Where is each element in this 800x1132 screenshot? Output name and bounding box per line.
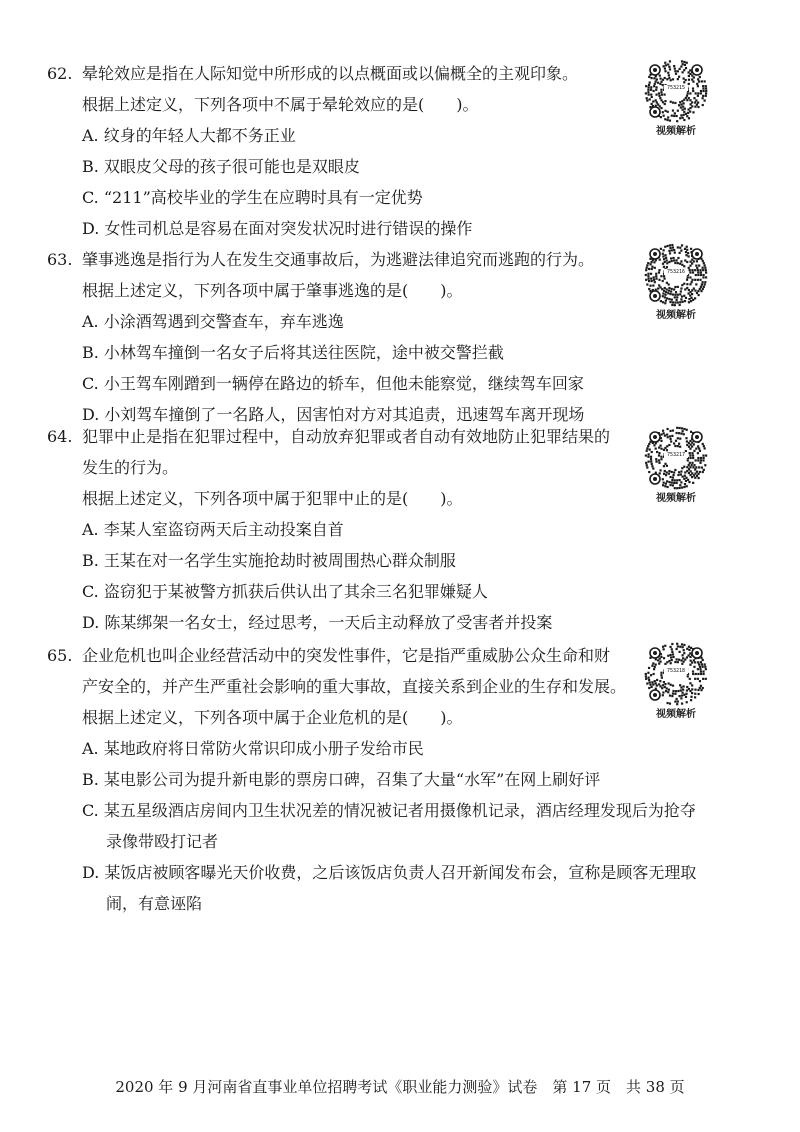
qr-caption: 视频解析	[656, 126, 696, 137]
qr-caption: 视频解析	[656, 493, 696, 504]
question-prompt: 根据上述定义，下列各项中属于肇事逃逸的是( )。	[82, 281, 463, 300]
option-c: C. 盗窃犯于某被警方抓获后供认出了其余三名犯罪嫌疑人	[82, 582, 488, 601]
option-a: A. 纹身的年轻人大都不务正业	[82, 126, 296, 145]
qr-code-icon	[637, 240, 715, 310]
question-prompt: 根据上述定义，下列各项中属于企业危机的是( )。	[82, 708, 463, 727]
page-footer: 2020 年 9 月河南省直事业单位招聘考试《职业能力测验》试卷 第 17 页 共 38 页	[115, 1078, 685, 1096]
question-number: 62.	[47, 64, 73, 83]
qr-code-number: 753216	[664, 269, 688, 275]
question-number: 63.	[47, 250, 73, 269]
qr-code-number: 753217	[664, 452, 688, 458]
option-a: A. 小涂酒驾遇到交警查车，弃车逃逸	[82, 312, 344, 331]
qr-caption: 视频解析	[656, 709, 696, 720]
video-analysis-qr[interactable]	[637, 56, 715, 148]
question-text-continued: 发生的行为。	[82, 458, 179, 477]
video-analysis-qr[interactable]	[637, 423, 715, 515]
qr-code-number: 753215	[664, 85, 688, 91]
option-b: B. 小林驾车撞倒一名女子后将其送往医院，途中被交警拦截	[82, 343, 504, 362]
question-text: 晕轮效应是指在人际知觉中所形成的以点概面或以偏概全的主观印象。	[82, 64, 579, 83]
option-c: C. “211”高校毕业的学生在应聘时具有一定优势	[82, 188, 423, 207]
question-number: 64.	[47, 427, 73, 446]
option-d: D. 女性司机总是容易在面对突发状况时进行错误的操作	[82, 219, 473, 238]
qr-code-icon	[637, 639, 715, 709]
option-b: B. 某电影公司为提升新电影的票房口碑，召集了大量“水军”在网上刷好评	[82, 770, 601, 789]
question-number: 65.	[47, 646, 73, 665]
qr-code-icon	[637, 56, 715, 126]
option-d: D. 某饭店被顾客曝光天价收费，之后该饭店负责人召开新闻发布会，宣称是顾客无理取	[82, 863, 697, 882]
video-analysis-qr[interactable]	[637, 240, 715, 332]
option-a: A. 李某人室盗窃两天后主动投案自首	[82, 520, 344, 539]
option-a: A. 某地政府将日常防火常识印成小册子发给市民	[82, 739, 424, 758]
question-text: 企业危机也叫企业经营活动中的突发性事件，它是指严重威胁公众生命和财	[82, 646, 611, 665]
question-prompt: 根据上述定义，下列各项中属于犯罪中止的是( )。	[82, 489, 463, 508]
option-d: D. 小刘驾车撞倒了一名路人，因害怕对方对其追责，迅速驾车离开现场	[82, 405, 585, 424]
question-text: 犯罪中止是指在犯罪过程中，自动放弃犯罪或者自动有效地防止犯罪结果的	[82, 427, 611, 446]
qr-caption: 视频解析	[656, 310, 696, 321]
option-c-continued: 录像带殴打记者	[106, 832, 219, 851]
option-d-continued: 闹，有意诬陷	[106, 894, 203, 913]
question-text: 肇事逃逸是指行为人在发生交通事故后，为逃避法律追究而逃跑的行为。	[82, 250, 595, 269]
option-d: D. 陈某绑架一名女士，经过思考，一天后主动释放了受害者并投案	[82, 613, 553, 632]
qr-code-icon	[637, 423, 715, 493]
option-b: B. 双眼皮父母的孩子很可能也是双眼皮	[82, 157, 360, 176]
option-b: B. 王某在对一名学生实施抢劫时被周围热心群众制服	[82, 551, 456, 570]
qr-code-number: 753218	[664, 668, 688, 674]
option-c: C. 小王驾车刚蹭到一辆停在路边的轿车，但他未能察觉，继续驾车回家	[82, 374, 584, 393]
video-analysis-qr[interactable]	[637, 639, 715, 731]
question-prompt: 根据上述定义，下列各项中不属于晕轮效应的是( )。	[82, 95, 479, 114]
question-text-continued: 产安全的，并产生严重社会影响的重大事故，直接关系到企业的生存和发展。	[82, 677, 627, 696]
option-c: C. 某五星级酒店房间内卫生状况差的情况被记者用摄像机记录，酒店经理发现后为抢夺	[82, 801, 696, 820]
